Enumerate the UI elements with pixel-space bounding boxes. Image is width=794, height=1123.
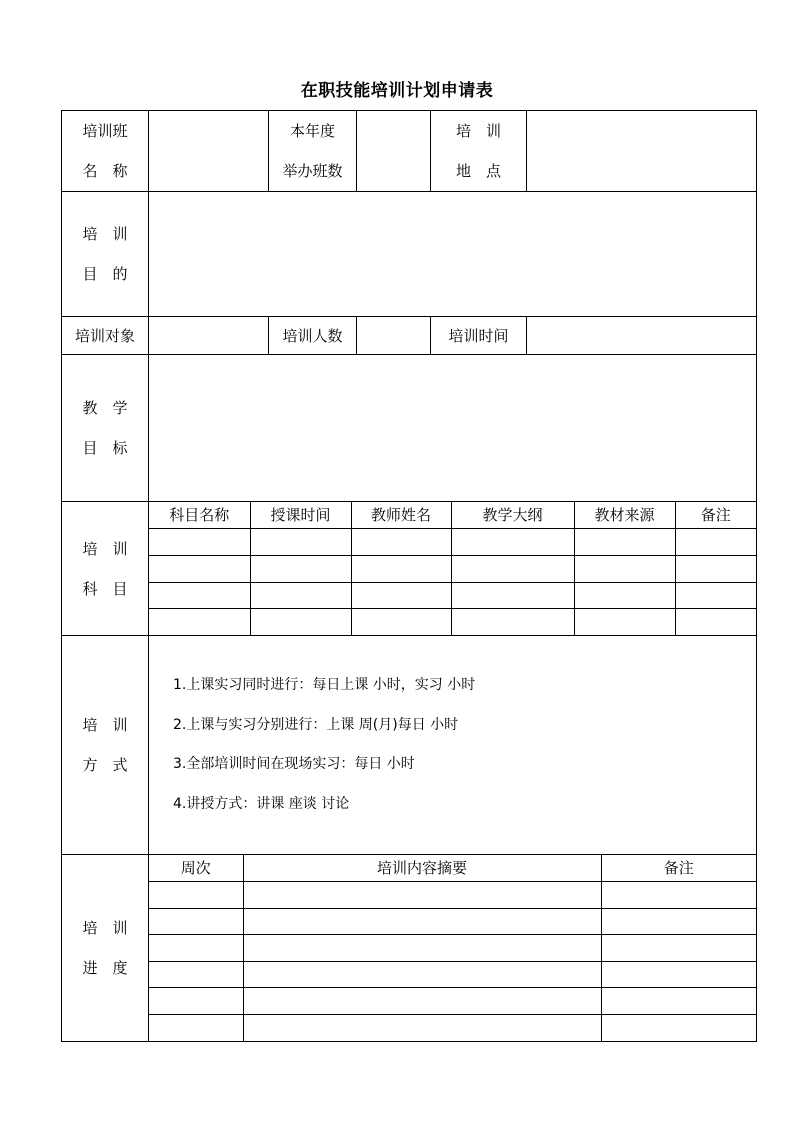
progress-header: 备注 (601, 855, 756, 881)
subjects-grid (149, 502, 757, 636)
class-name-label: 培训班 名 称 (62, 111, 149, 192)
count-label: 培训人数 (269, 317, 357, 355)
target-label: 培训对象 (62, 317, 149, 355)
sessions-field[interactable] (357, 111, 431, 192)
subject-header: 科目名称 (149, 502, 250, 528)
subject-cell[interactable] (675, 608, 756, 635)
progress-cell[interactable] (243, 987, 601, 1014)
subject-cell[interactable] (351, 608, 451, 635)
count-field[interactable] (357, 317, 431, 355)
subject-header: 授课时间 (250, 502, 351, 528)
subject-cell[interactable] (351, 528, 451, 555)
subject-header: 教材来源 (574, 502, 675, 528)
time-label: 培训时间 (431, 317, 527, 355)
method-item: 3.全部培训时间在现场实习：每日 小时 (173, 756, 415, 772)
page-title: 在职技能培训计划申请表 (300, 81, 494, 101)
sessions-label: 本年度 举办班数 (269, 111, 357, 192)
subject-cell[interactable] (675, 528, 756, 555)
purpose-field[interactable] (149, 192, 757, 317)
subject-cell[interactable] (149, 608, 250, 635)
application-form-table (61, 110, 757, 1042)
subject-header: 备注 (675, 502, 756, 528)
table-row (149, 881, 756, 908)
table-row (149, 528, 756, 555)
table-row (149, 582, 756, 608)
progress-cell[interactable] (149, 961, 243, 987)
subject-cell[interactable] (574, 582, 675, 608)
progress-label: 培 训 进 度 (62, 855, 149, 1042)
progress-cell[interactable] (149, 1014, 243, 1041)
progress-grid (149, 855, 757, 1042)
progress-cell[interactable] (601, 934, 756, 961)
progress-cell[interactable] (601, 987, 756, 1014)
target-field[interactable] (149, 317, 269, 355)
progress-cell[interactable] (243, 961, 601, 987)
subject-cell[interactable] (574, 555, 675, 582)
subject-cell[interactable] (149, 582, 250, 608)
subject-cell[interactable] (451, 582, 574, 608)
subject-cell[interactable] (451, 555, 574, 582)
subject-cell[interactable] (451, 528, 574, 555)
subject-cell[interactable] (250, 582, 351, 608)
progress-cell[interactable] (149, 934, 243, 961)
subject-header: 教学大纲 (451, 502, 574, 528)
subject-cell[interactable] (351, 582, 451, 608)
goals-field[interactable] (149, 355, 757, 502)
subject-header: 教师姓名 (351, 502, 451, 528)
subject-cell[interactable] (574, 528, 675, 555)
location-label: 培 训 地 点 (431, 111, 527, 192)
methods-label: 培 训 方 式 (62, 636, 149, 855)
table-row (149, 608, 756, 635)
table-row (149, 961, 756, 987)
progress-cell[interactable] (149, 908, 243, 934)
subjects-label: 培 训 科 目 (62, 502, 149, 636)
subject-cell[interactable] (675, 582, 756, 608)
progress-cell[interactable] (243, 908, 601, 934)
method-item: 1.上课实习同时进行：每日上课 小时，实习 小时 (173, 677, 476, 693)
subject-cell[interactable] (250, 528, 351, 555)
subject-cell[interactable] (250, 555, 351, 582)
subject-cell[interactable] (149, 555, 250, 582)
method-item: 4.讲授方式：讲课 座谈 讨论 (173, 795, 350, 812)
table-row (149, 987, 756, 1014)
purpose-label: 培 训 目 的 (62, 192, 149, 317)
location-field[interactable] (527, 111, 757, 192)
progress-cell[interactable] (601, 961, 756, 987)
table-row (149, 908, 756, 934)
table-row (149, 1014, 756, 1041)
progress-cell[interactable] (243, 934, 601, 961)
subject-cell[interactable] (675, 555, 756, 582)
progress-cell[interactable] (243, 881, 601, 908)
progress-cell[interactable] (601, 908, 756, 934)
progress-cell[interactable] (601, 881, 756, 908)
subject-cell[interactable] (574, 608, 675, 635)
progress-table (149, 855, 756, 1041)
progress-cell[interactable] (601, 1014, 756, 1041)
time-field[interactable] (527, 317, 757, 355)
class-name-field[interactable] (149, 111, 269, 192)
progress-header: 培训内容摘要 (243, 855, 601, 881)
table-row (149, 555, 756, 582)
goals-label: 教 学 目 标 (62, 355, 149, 502)
subject-cell[interactable] (351, 555, 451, 582)
subject-cell[interactable] (149, 528, 250, 555)
progress-cell[interactable] (243, 1014, 601, 1041)
methods-list (149, 636, 757, 855)
subject-cell[interactable] (451, 608, 574, 635)
method-item: 2.上课与实习分别进行：上课 周(月)每日 小时 (173, 716, 459, 733)
table-row (149, 934, 756, 961)
subject-cell[interactable] (250, 608, 351, 635)
progress-cell[interactable] (149, 881, 243, 908)
progress-header: 周次 (149, 855, 243, 881)
progress-cell[interactable] (149, 987, 243, 1014)
subjects-table (149, 502, 756, 635)
